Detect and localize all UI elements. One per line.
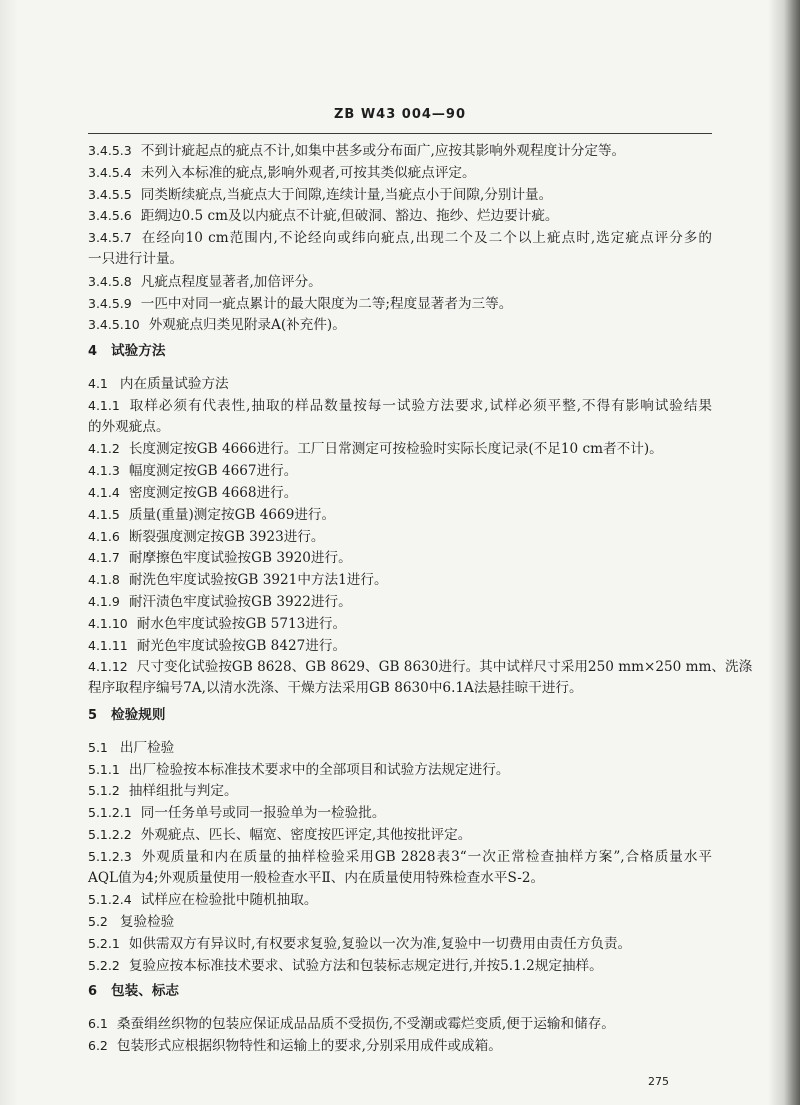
clause-number: 5.1.2.4 <box>88 892 132 908</box>
clause-text: 未列入本标准的疵点,影响外观者,可按其类似疵点评定。 <box>140 164 476 181</box>
clause-5-1-2-2 <box>88 824 712 846</box>
subsection-number: 5.1 <box>88 739 108 755</box>
clause-4-1-12 <box>88 656 753 678</box>
clause-number: 4.1.8 <box>88 572 120 588</box>
clause-3-4-5-8 <box>88 271 712 293</box>
clause-text: 耐摩擦色牢度试验按GB 3920进行。 <box>128 550 352 567</box>
section-heading-4 <box>88 341 712 363</box>
clause-3-4-5-7-continued <box>88 249 712 271</box>
section-heading-5 <box>88 705 712 727</box>
clause-3-4-5-5 <box>88 184 712 206</box>
clause-text: 断裂强度测定按GB 3923进行。 <box>128 528 325 545</box>
clause-number: 5.1.2.3 <box>88 848 132 864</box>
section-title: 检验规则 <box>111 706 166 723</box>
clause-number: 4.1.6 <box>88 528 120 544</box>
clause-number: 3.4.5.9 <box>88 295 132 311</box>
clause-3-4-5-4 <box>88 162 712 184</box>
clause-number: 5.2.2 <box>88 957 120 973</box>
clause-text: 一匹中对同一疵点累计的最大限度为二等;程度显著者为三等。 <box>140 295 513 312</box>
clause-4-1-7 <box>88 547 712 569</box>
clause-text: 耐汗渍色牢度试验按GB 3922进行。 <box>128 593 352 610</box>
clause-number: 4.1.1 <box>88 397 120 413</box>
clause-text: 幅度测定按GB 4667进行。 <box>128 463 298 480</box>
clause-4-1-3 <box>88 460 712 482</box>
clause-3-4-5-7 <box>88 227 712 249</box>
clause-4-1-10 <box>88 613 712 635</box>
clause-text: 同一任务单号或同一报验单为一检验批。 <box>140 805 386 822</box>
clause-number: 4.1.5 <box>88 506 120 522</box>
clause-4-1-6 <box>88 526 712 548</box>
clause-3-4-5-10 <box>88 314 712 336</box>
clause-text: 凡疵点程度显著者,加倍评分。 <box>140 273 322 290</box>
document-body <box>88 140 753 1057</box>
clause-text-continued: AQL值为4;外观质量使用一般检查水平Ⅱ、内在质量使用特殊检查水平S-2。 <box>88 869 545 886</box>
clause-text: 同类断续疵点,当疵点大于间隙,连续计量,当疵点小于间隙,分别计量。 <box>140 186 553 203</box>
clause-6-2 <box>88 1035 712 1057</box>
clause-number: 5.1.1 <box>88 761 120 777</box>
subsection-title: 内在质量试验方法 <box>119 375 229 392</box>
clause-number: 6.1 <box>88 1016 108 1032</box>
clause-6-1 <box>88 1013 712 1035</box>
clause-text: 外观疵点、匹长、幅宽、密度按匹评定,其他按批评定。 <box>140 826 472 843</box>
clause-number: 4.1.10 <box>88 615 128 631</box>
clause-5-1-2-4 <box>88 889 712 911</box>
clause-text-continued: 一只进行计量。 <box>88 250 184 267</box>
clause-text: 距绸边0.5 cm及以内疵点不计疵,但破洞、豁边、拖纱、烂边要计疵。 <box>140 208 559 225</box>
clause-5-1-2 <box>88 780 712 802</box>
section-title: 试验方法 <box>111 343 166 360</box>
clause-5-1-2-3 <box>88 846 712 868</box>
clause-number: 3.4.5.8 <box>88 273 132 289</box>
clause-4-1-5 <box>88 504 712 526</box>
clause-text: 密度测定按GB 4668进行。 <box>128 484 298 501</box>
clause-text: 不到计疵起点的疵点不计,如集中甚多或分布面广,应按其影响外观程度计分定等。 <box>140 143 626 159</box>
clause-5-1-2-1 <box>88 802 712 824</box>
clause-4-1-1-continued <box>88 417 712 439</box>
subsection-heading-4-1 <box>88 373 712 395</box>
clause-3-4-5-6 <box>88 205 712 227</box>
clause-number: 4.1.4 <box>88 484 120 500</box>
clause-number: 5.1.2.1 <box>88 805 132 821</box>
clause-4-1-12-continued <box>88 678 712 700</box>
clause-5-2-2 <box>88 955 712 977</box>
clause-5-1-1 <box>88 759 712 781</box>
clause-number: 6.2 <box>88 1038 108 1054</box>
clause-text: 外观疵点归类见附录A(补充件)。 <box>148 317 346 334</box>
clause-text: 耐光色牢度试验按GB 8427进行。 <box>136 637 347 654</box>
clause-4-1-11 <box>88 635 712 657</box>
clause-text: 外观质量和内在质量的抽样检验采用GB 2828表3“一次正常检查抽样方案”,合格质量水平 <box>140 848 712 865</box>
clause-5-2-1 <box>88 933 712 955</box>
clause-number: 5.1.2.2 <box>88 826 132 842</box>
page-number: 275 <box>648 1075 669 1088</box>
header-rule <box>88 133 712 134</box>
section-title: 包装、标志 <box>111 983 180 1000</box>
subsection-number: 5.2 <box>88 914 108 930</box>
section-number: 5 <box>88 707 98 723</box>
clause-4-1-2 <box>88 438 712 460</box>
clause-text: 抽样组批与判定。 <box>128 783 238 800</box>
clause-number: 3.4.5.10 <box>88 317 140 333</box>
clause-text: 桑蚕绢丝织物的包装应保证成品品质不受损伤,不受潮或霉烂变质,便于运输和储存。 <box>116 1016 615 1033</box>
clause-text: 在经向10 cm范围内,不论经向或纬向疵点,出现二个及二个以上疵点时,选定疵点评分多的 <box>140 230 712 247</box>
clause-3-4-5-9 <box>88 293 712 315</box>
clause-number: 4.1.12 <box>88 659 128 675</box>
clause-text: 包装形式应根据织物特性和运输上的要求,分别采用成件或成箱。 <box>116 1038 502 1055</box>
clause-5-1-2-3-continued <box>88 868 712 890</box>
clause-text: 如供需双方有异议时,有权要求复验,复验以一次为准,复验中一切费用由责任方负责。 <box>128 935 632 952</box>
clause-number: 5.1.2 <box>88 783 120 799</box>
section-number: 4 <box>88 344 98 360</box>
clause-3-4-5-3 <box>88 140 712 162</box>
clause-4-1-4 <box>88 482 712 504</box>
clause-4-1-9 <box>88 591 712 613</box>
clause-text-continued: 程序取程序编号7A,以清水洗涤、干燥方法采用GB 8630中6.1A法悬挂晾干进行。 <box>88 680 583 697</box>
section-number: 6 <box>88 984 98 1000</box>
clause-number: 4.1.3 <box>88 463 120 479</box>
subsection-title: 出厂检验 <box>119 739 175 756</box>
clause-number: 4.1.11 <box>88 637 128 653</box>
clause-text: 复验应按本标准技术要求、试验方法和包装标志规定进行,并按5.1.2规定抽样。 <box>128 957 603 974</box>
clause-number: 3.4.5.6 <box>88 208 132 224</box>
subsection-title: 复验检验 <box>119 914 175 931</box>
clause-number: 3.4.5.4 <box>88 164 132 180</box>
clause-text: 试样应在检验批中随机抽取。 <box>140 892 318 909</box>
clause-number: 3.4.5.7 <box>88 230 132 246</box>
clause-number: 4.1.2 <box>88 441 120 457</box>
standard-code-header: ZB W43 004—90 <box>333 107 467 122</box>
clause-text: 出厂检验按本标准技术要求中的全部项目和试验方法规定进行。 <box>128 761 510 778</box>
clause-4-1-8 <box>88 569 712 591</box>
clause-4-1-1 <box>88 395 712 417</box>
subsection-heading-5-1 <box>88 737 712 759</box>
subsection-number: 4.1 <box>88 375 108 391</box>
clause-text: 尺寸变化试验按GB 8628、GB 8629、GB 8630进行。其中试样尺寸采用250 mm×250 mm、洗涤 <box>136 659 753 676</box>
clause-text: 耐洗色牢度试验按GB 3921中方法1进行。 <box>128 572 388 589</box>
clause-text: 质量(重量)测定按GB 4669进行。 <box>128 506 336 523</box>
clause-number: 3.4.5.3 <box>88 143 132 158</box>
clause-text-continued: 的外观疵点。 <box>88 418 170 435</box>
clause-text: 取样必须有代表性,抽取的样品数量按每一试验方法要求,试样必须平整,不得有影响试验结果 <box>128 397 712 414</box>
clause-number: 3.4.5.5 <box>88 186 132 202</box>
clause-number: 5.2.1 <box>88 935 120 951</box>
section-heading-6 <box>88 981 712 1003</box>
clause-number: 4.1.7 <box>88 550 120 566</box>
clause-text: 耐水色牢度试验按GB 5713进行。 <box>136 615 347 632</box>
clause-text: 长度测定按GB 4666进行。工厂日常测定可按检验时实际长度记录(不足10 cm者不计)。 <box>128 441 663 458</box>
subsection-heading-5-2 <box>88 911 712 933</box>
clause-number: 4.1.9 <box>88 593 120 609</box>
